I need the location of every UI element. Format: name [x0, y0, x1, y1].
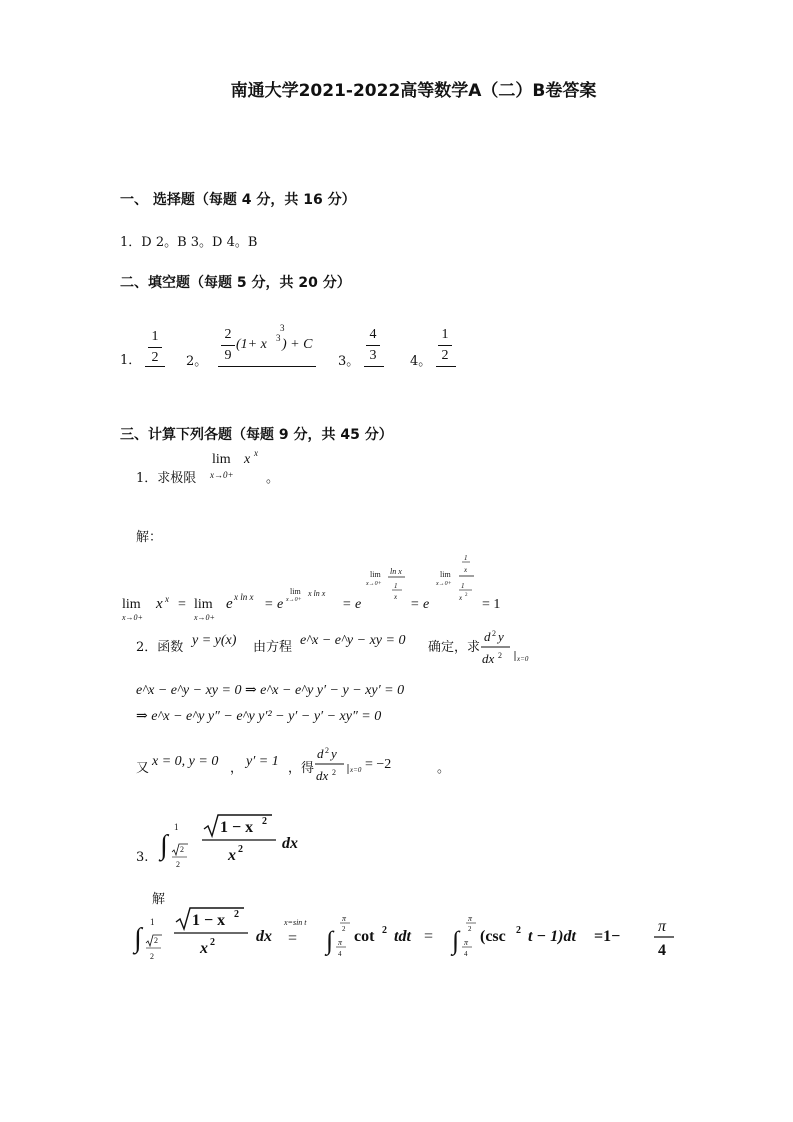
math-glyph: 2 [516, 925, 521, 936]
math-glyph: x=0 [517, 655, 529, 663]
blank-2-label: 2。 [186, 354, 208, 369]
math-glyph: dx [256, 928, 272, 945]
math-glyph: x→0+ [366, 581, 382, 587]
math-glyph: π [342, 914, 347, 923]
math-glyph: 4 [338, 950, 342, 958]
math-glyph: 1 [464, 554, 468, 562]
math-glyph: π [658, 918, 667, 935]
math-glyph: ∫ [160, 830, 168, 861]
math-glyph: cot [354, 928, 375, 945]
math-glyph: x [165, 594, 169, 604]
blank-2-fraction-bar [221, 345, 235, 346]
math-glyph: 2 [332, 768, 336, 777]
math-glyph: 1 [394, 582, 398, 590]
math-glyph: ∫ [326, 926, 334, 955]
blank-2-numerator: 2 [224, 327, 232, 342]
math-glyph: 2 [180, 845, 184, 854]
math-glyph: d [317, 746, 324, 761]
math-glyph: = [288, 930, 298, 947]
math-glyph: 4 [464, 950, 468, 958]
math-glyph: 2 [150, 952, 154, 961]
blank-3-numerator: 4 [369, 327, 377, 342]
math-glyph: y [331, 746, 337, 761]
blank-4-fraction-bar [438, 345, 452, 346]
math-glyph: 2 [465, 593, 468, 598]
math-glyph: ∫ [452, 926, 460, 955]
question-3-label: 3. [136, 850, 149, 865]
math-glyph: 1 [150, 917, 155, 927]
question-1-base: x [244, 452, 251, 467]
section-1-answers: 1．D 2。B 3。D 4。B [120, 235, 258, 250]
blank-2-expression: (1+ x [236, 337, 267, 352]
math-glyph: x [228, 847, 236, 864]
question-2-initial-values: x = 0, y = 0 [152, 754, 219, 769]
question-1-exponent: x [254, 448, 258, 458]
math-glyph: x [464, 566, 468, 574]
math-glyph: = [178, 597, 186, 612]
question-2-result [313, 742, 423, 790]
math-glyph: 1 [461, 582, 465, 590]
math-glyph: 2 [176, 860, 180, 869]
math-glyph: lim [440, 570, 451, 579]
section-3-heading: 三、计算下列各题（每题 9 分，共 45 分） [120, 427, 393, 443]
math-glyph: 2 [498, 651, 502, 660]
math-glyph: = e [342, 597, 362, 612]
blank-3-label: 3。 [338, 354, 360, 369]
solution-3-label: 解 [152, 892, 166, 907]
math-glyph: x [156, 596, 163, 612]
math-glyph: 1 [174, 822, 179, 832]
math-glyph: tdt [394, 928, 411, 945]
math-glyph: x [394, 593, 398, 601]
question-1-end: 。 [266, 471, 280, 486]
math-glyph: ln x [390, 567, 402, 576]
math-glyph: (csc [480, 928, 506, 945]
math-glyph: 2 [468, 925, 472, 933]
blank-3-fraction-bar [366, 345, 380, 346]
blank-1-underline [145, 366, 165, 367]
math-glyph: x ln x [308, 589, 326, 598]
math-glyph: lim [194, 597, 213, 612]
section-2-heading: 二、填空题（每题 5 分，共 20 分） [120, 275, 351, 291]
math-glyph: 2 [325, 746, 329, 755]
question-2-text-b: 由方程 [253, 640, 293, 655]
math-glyph: =1− [594, 928, 621, 945]
math-glyph: dx [316, 768, 329, 783]
math-glyph: x→0+ [286, 597, 302, 603]
math-glyph: x→0+ [122, 613, 143, 622]
question-2-function: y = y(x) [192, 633, 237, 648]
question-3-integral [158, 812, 318, 872]
math-glyph: e [226, 596, 233, 612]
math-glyph: lim [370, 570, 381, 579]
question-1-label: 1．求极限 [136, 471, 197, 486]
math-glyph: 2 [342, 925, 346, 933]
blank-2-denominator: 9 [224, 348, 232, 363]
question-2-equation: e^x − e^y − xy = 0 [300, 633, 406, 648]
question-2-label: 2．函数 [136, 640, 184, 655]
question-2-end: 。 [437, 761, 451, 776]
math-glyph: x→0+ [194, 613, 215, 622]
math-glyph: ∫ [134, 923, 142, 954]
math-glyph: 2 [154, 936, 158, 945]
math-glyph: x ln x [234, 592, 254, 602]
question-2-step-2: ⇒ e^x − e^y y″ − e^y y′² − y′ − y′ − xy″ = 0 [136, 709, 382, 724]
math-glyph: dx [482, 651, 495, 666]
math-glyph: t − 1)dt [528, 928, 576, 945]
math-glyph: 1 − x [192, 912, 226, 929]
question-2-step-3-label: 又 [136, 761, 150, 776]
question-2-step-1: e^x − e^y − xy = 0 ⇒ e^x − e^y y′ − y − xy′ = 0 [136, 683, 405, 698]
math-glyph: = [424, 928, 434, 945]
math-glyph: x [459, 594, 463, 602]
math-glyph: π [338, 938, 343, 947]
blank-2-expression-end: ) + C [282, 337, 313, 352]
math-glyph: x=0 [350, 766, 362, 774]
blank-1-denominator: 2 [151, 350, 159, 365]
blank-4-denominator: 2 [441, 348, 449, 363]
math-glyph: x→0+ [436, 581, 452, 587]
blank-2-underline [218, 366, 316, 367]
math-glyph: x [200, 940, 208, 957]
blank-1-label: 1． [120, 353, 142, 368]
math-glyph: = e [410, 597, 430, 612]
solution-3-formula [132, 905, 692, 971]
blank-4-label: 4。 [410, 354, 432, 369]
math-glyph: = −2 [365, 757, 392, 772]
section-1-heading: 一、 选择题（每题 4 分，共 16 分） [120, 192, 356, 208]
question-2-text-c: 确定，求 [428, 640, 481, 655]
math-glyph: 2 [492, 629, 496, 638]
math-glyph: π [468, 914, 473, 923]
question-1-lim: lim [212, 452, 231, 467]
math-glyph: 2 [262, 816, 267, 827]
blank-4-numerator: 1 [441, 327, 449, 342]
math-glyph: 4 [658, 942, 666, 959]
solution-1-formula [118, 548, 518, 622]
blank-4-underline [436, 366, 456, 367]
blank-1-fraction-bar [148, 347, 162, 348]
math-glyph: 1 − x [220, 819, 254, 836]
blank-2-exponent-num: 3 [280, 323, 285, 333]
math-glyph: = e [264, 597, 284, 612]
math-glyph: 2 [382, 925, 387, 936]
math-glyph: y [498, 629, 504, 644]
blank-1-numerator: 1 [151, 329, 159, 344]
question-2-de: ，得 [288, 761, 315, 776]
blank-3-underline [364, 366, 384, 367]
math-glyph: 2 [234, 909, 239, 920]
page-title: 南通大学2021-2022高等数学A（二）B卷答案 [230, 81, 597, 101]
math-glyph: lim [122, 597, 141, 612]
math-glyph: 2 [238, 844, 243, 855]
blank-3-denominator: 3 [369, 348, 377, 363]
math-glyph: lim [290, 587, 301, 596]
question-2-target [478, 625, 538, 673]
question-1-lim-sub: x→0+ [210, 470, 234, 480]
question-2-derivative-value: y′ = 1 [246, 754, 279, 769]
blank-2-exponent-den: 3 [276, 333, 281, 343]
math-glyph: π [464, 938, 469, 947]
math-glyph: = 1 [482, 597, 501, 612]
math-glyph: d [484, 629, 491, 644]
solution-1-label: 解： [136, 530, 163, 545]
question-2-comma: ， [230, 761, 244, 776]
math-glyph: x=sin t [284, 918, 307, 927]
math-glyph: 2 [210, 937, 215, 948]
math-glyph: dx [282, 835, 298, 852]
